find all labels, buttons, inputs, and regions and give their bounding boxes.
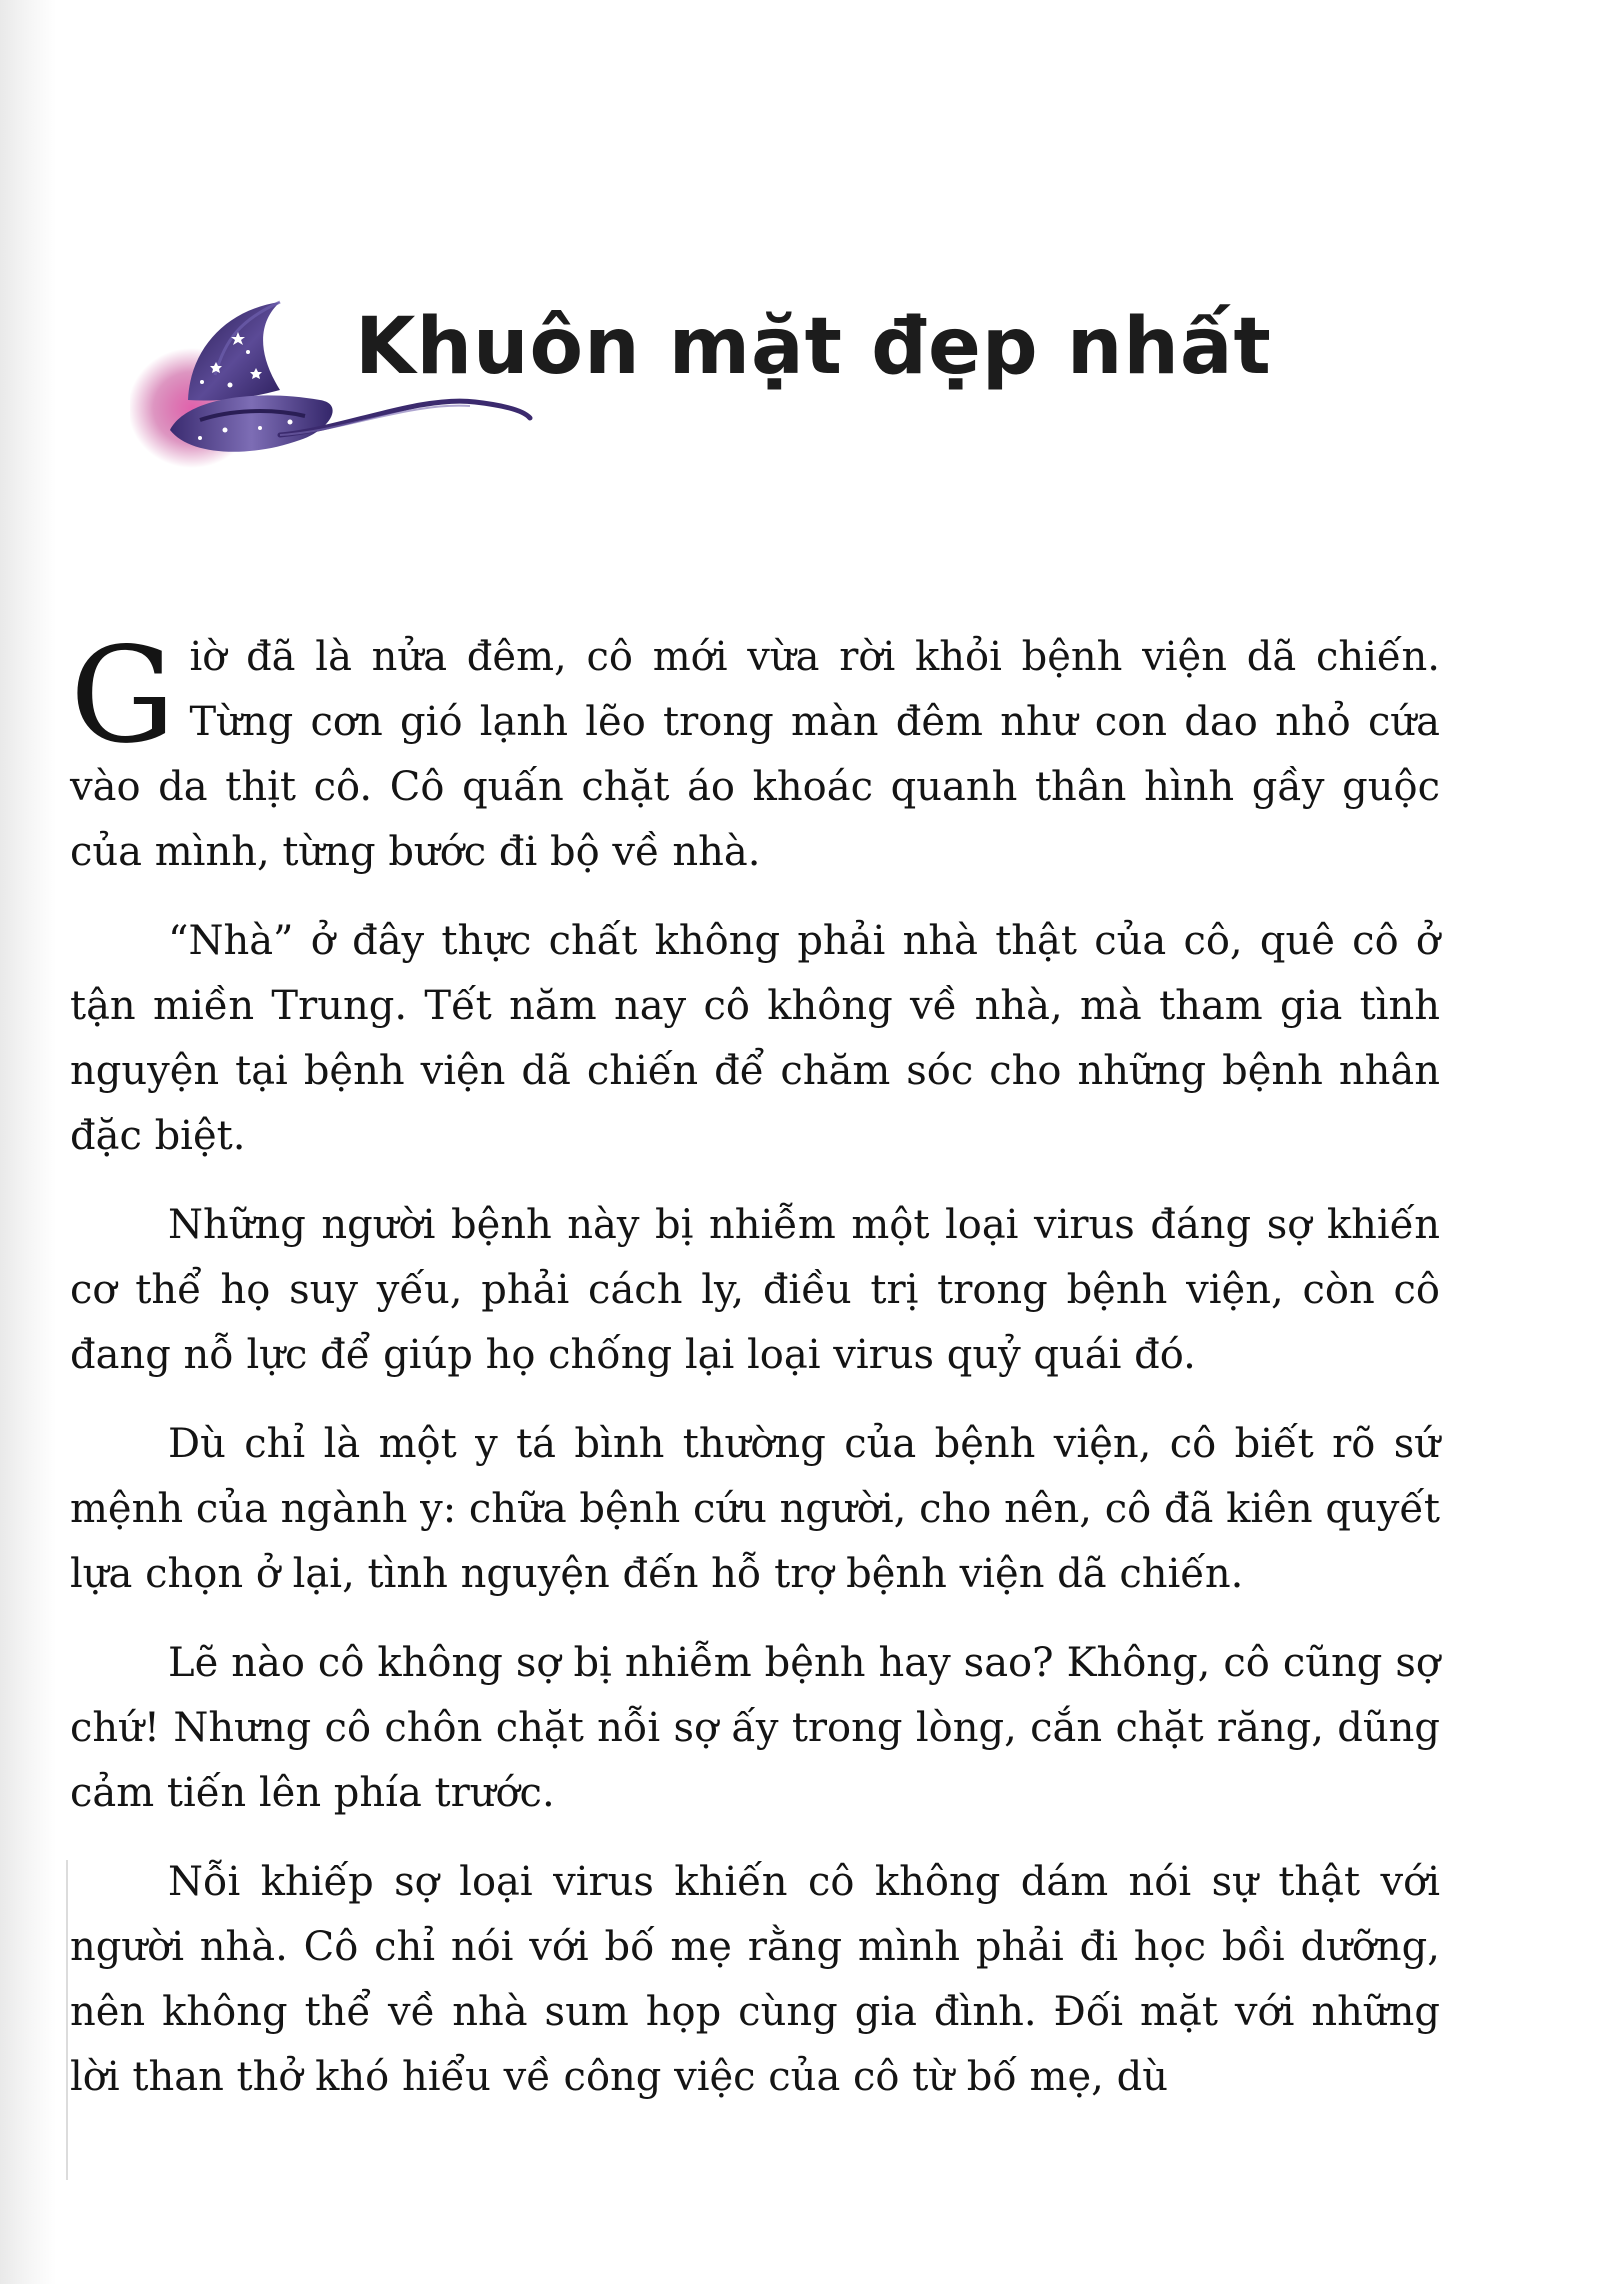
gutter-line bbox=[66, 1860, 68, 2180]
drop-cap: G bbox=[70, 619, 176, 773]
paragraph-3: Những người bệnh này bị nhiễm một loại virus đáng sợ khiến cơ thể họ suy yếu, phải cách ly, điều trị trong bệnh viện, còn cô đang nỗ lực để giúp họ chống lại loại virus quỷ quái đó. bbox=[70, 1202, 1440, 1378]
paragraph-1 bbox=[70, 619, 1440, 885]
chapter-header bbox=[130, 280, 1272, 510]
paragraph-5: Lẽ nào cô không sợ bị nhiễm bệnh hay sao? Không, cô cũng sợ chứ! Nhưng cô chôn chặt nỗi sợ ấy trong lòng, cắn chặt răng, dũng cảm tiến lên phía trước. bbox=[70, 1640, 1440, 1816]
page-edge-shadow bbox=[0, 0, 56, 2284]
chapter-title: Khuôn mặt đẹp nhất bbox=[355, 302, 1272, 392]
paragraph-1-text: iờ đã là nửa đêm, cô mới vừa rời khỏi bệnh viện dã chiến. Từng cơn gió lạnh lẽo trong màn đêm như con dao nhỏ cứa vào da thịt cô. Cô quấn chặt áo khoác quanh thân hình gầy guộc của mình, từng bước đi bộ về nhà. bbox=[70, 634, 1440, 875]
story-body bbox=[70, 619, 1440, 2134]
paragraph-6: Nỗi khiếp sợ loại virus khiến cô không dám nói sự thật với người nhà. Cô chỉ nói với bố mẹ rằng mình phải đi học bồi dưỡng, nên không thể về nhà sum họp cùng gia đình. Đối mặt với những lời than thở khó hiểu về công việc của cô từ bố mẹ, dù bbox=[70, 1859, 1440, 2100]
paragraph-2: “Nhà” ở đây thực chất không phải nhà thật của cô, quê cô ở tận miền Trung. Tết năm nay cô không về nhà, mà tham gia tình nguyện tại bệnh viện dã chiến để chăm sóc cho những bệnh nhân đặc biệt. bbox=[70, 918, 1440, 1159]
paragraph-4: Dù chỉ là một y tá bình thường của bệnh viện, cô biết rõ sứ mệnh của ngành y: chữa bệnh cứu người, cho nên, cô đã kiên quyết lựa chọn ở lại, tình nguyện đến hỗ trợ bệnh viện dã chiến. bbox=[70, 1421, 1440, 1597]
